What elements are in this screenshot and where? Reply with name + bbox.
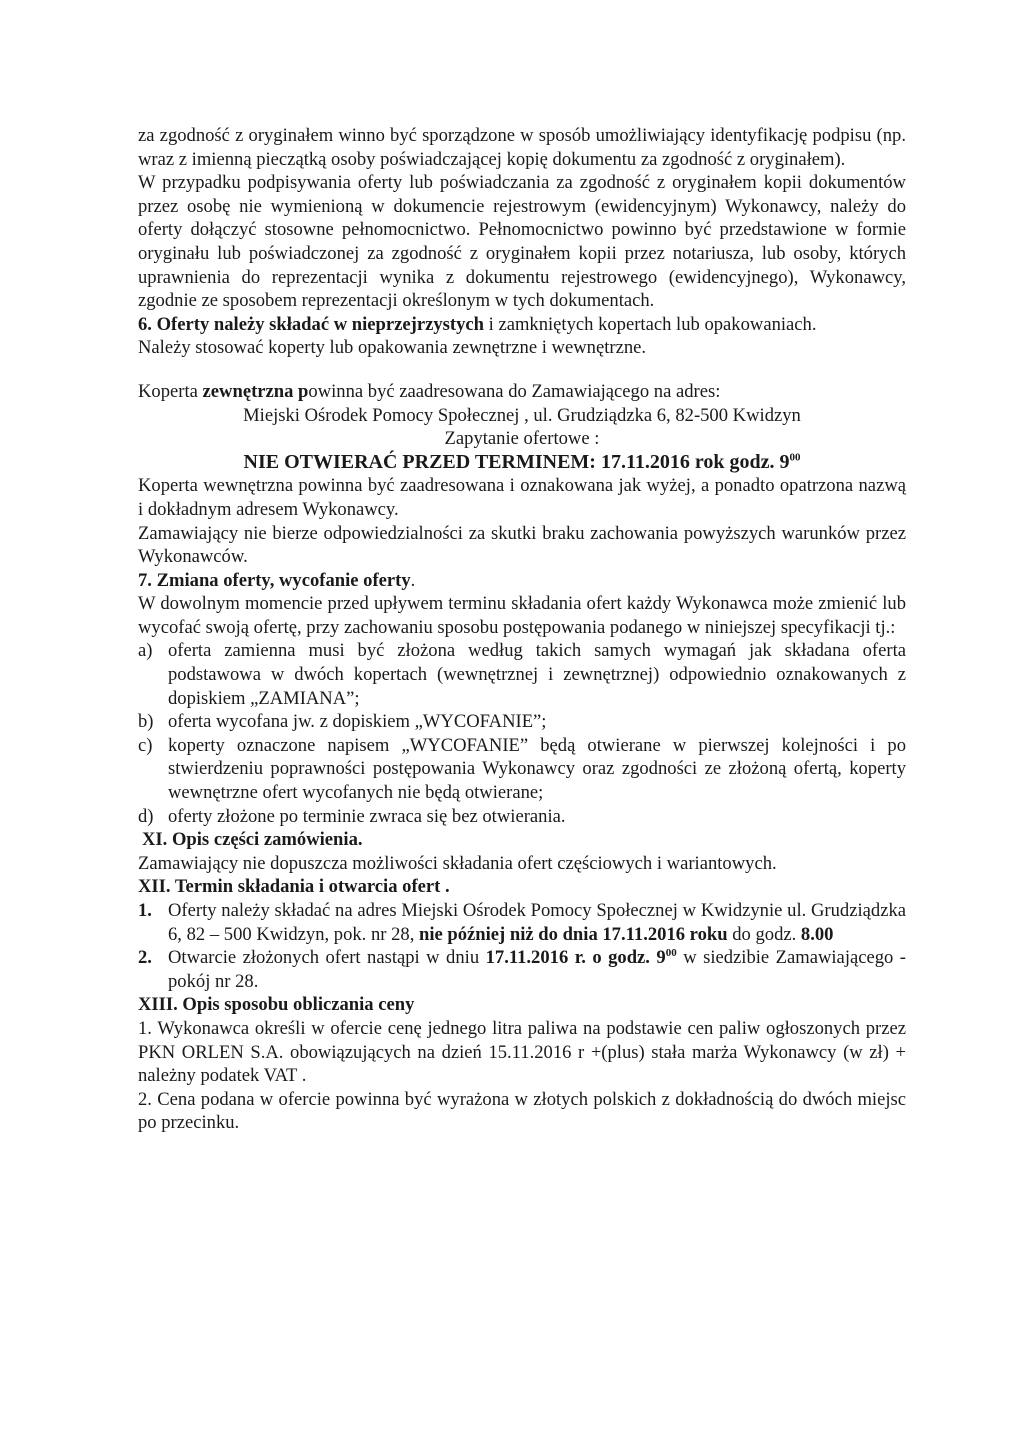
section-7-intro: W dowolnym momencie przed upływem terminu składania ofert każdy Wykonawca może zmienić lub wycofać swoją ofertę, przy zachowaniu sposobu postępowania podanego w niniejszej specyfikacji tj.:	[138, 593, 906, 638]
section-13-point-2: 2. Cena podana w ofercie powinna być wyrażona w złotych polskich z dokładnością do dwóch miejsc po przecinku.	[138, 1088, 906, 1134]
warning-superscript: 00	[789, 451, 801, 464]
section-11-text: Zamawiający nie dopuszcza możliwości składania ofert częściowych i wariantowych.	[138, 852, 777, 874]
section-6-text: i zamkniętych kopertach lub opakowaniach.	[483, 313, 817, 335]
list-item: c) koperty oznaczone napisem „WYCOFANIE” będą otwierane w pierwszej kolejności i po stwierdzeniu poprawności postępowania Wykonawcy oraz zgodności ze złożoną ofertą, koperty wewnętrzne ofert wycofanych nie będą otwierane;	[138, 734, 906, 804]
paragraph-inner-envelope: Koperta wewnętrzna powinna być zaadresowana i oznakowana jak wyżej, a ponadto opatrzona nazwą i dokładnym adresem Wykonawcy.	[138, 475, 906, 520]
list-item: d) oferty złożone po terminie zwraca się bez otwierania.	[138, 805, 566, 827]
section-13-heading: XIII. Opis sposobu obliczania ceny	[138, 994, 415, 1016]
section-13-point-1: 1. Wykonawca określi w ofercie cenę jednego litra paliwa na podstawie cen paliw ogłoszonych przez PKN ORLEN S.A. obowiązujących na dzień 15.11.2016 r +(plus) stała marża Wykonawcy (w zł) + należny podatek VAT .	[138, 1017, 906, 1087]
section-7-heading: 7. Zmiana oferty, wycofanie oferty.	[138, 569, 416, 591]
envelope-subject: Zapytanie ofertowe :	[444, 428, 600, 450]
list-item: 1. Oferty należy składać na adres Miejski Ośrodek Pomocy Społecznej w Kwidzynie ul. Grudziądzka 6, 82 – 500 Kwidzyn, pok. nr 28, nie później niż do dnia 17.11.2016 roku do godz. 8.00	[138, 900, 906, 945]
section-6-heading: 6. Oferty należy składać w nieprzejrzystych	[138, 313, 484, 335]
list-item: b) oferta wycofana jw. z dopiskiem „WYCOFANIE”;	[138, 711, 547, 733]
outer-envelope-line: Koperta zewnętrzna powinna być zaadresowana do Zamawiającego na adres:	[138, 380, 721, 402]
list-item: 2. Otwarcie złożonych ofert nastąpi w dniu 17.11.2016 r. o godz. $9^{00}$ w siedzibie Zamawiającego - pokój nr 28.	[138, 947, 906, 992]
section-12-heading: XII. Termin składania i otwarcia ofert .	[138, 876, 450, 898]
section-6	[138, 313, 906, 337]
section-11-heading: XI. Opis części zamówienia.	[142, 829, 363, 851]
document-body	[138, 124, 906, 1135]
recipient-address: Miejski Ośrodek Pomocy Społecznej , ul. Grudziądzka 6, 82-500 Kwidzyn	[243, 404, 801, 426]
outer-envelope-bold: zewnętrzna p	[202, 380, 309, 402]
do-not-open-warning: NIE OTWIERAĆ PRZED TERMINEM: 17.11.2016 rok godz. $9^{00}$	[243, 450, 801, 473]
paragraph-responsibility: Zamawiający nie bierze odpowiedzialności za skutki braku zachowania powyższych warunków przez Wykonawców.	[138, 522, 906, 568]
list-item: a) oferta zamienna musi być złożona według takich samych wymagań jak składana oferta podstawowa w dwóch kopertach (wewnętrznej i zewnętrznej) odpowiednio oznakowanych z dopiskiem „ZAMIANA”;	[138, 640, 906, 709]
section-6-envelopes: Należy stosować koperty lub opakowania zewnętrzne i wewnętrzne.	[138, 337, 647, 359]
paragraph-power-of-attorney: W przypadku podpisywania oferty lub poświadczania za zgodność z oryginałem kopii dokumentów przez osobę nie wymienioną w dokumencie rejestrowym (ewidencyjnym) Wykonawcy, należy do oferty dołączyć stosowne pełnomocnictwo. Pełnomocnictwo powinno być przedstawione w formie oryginału lub poświadczonej za zgodność z oryginałem kopii przez notariusza, lub osoby, których uprawnienia do reprezentacji wynika z dokumentu rejestrowego (ewidencyjnego), Wykonawcy, zgodnie ze sposobem reprezentacji określonym w tych dokumentach.	[138, 172, 906, 312]
paragraph-certification: za zgodność z oryginałem winno być sporządzone w sposób umożliwiający identyfikację podpisu (np. wraz z imienną pieczątką osoby poświadczającej kopię dokumentu za zgodność z oryginałem).	[138, 125, 906, 170]
